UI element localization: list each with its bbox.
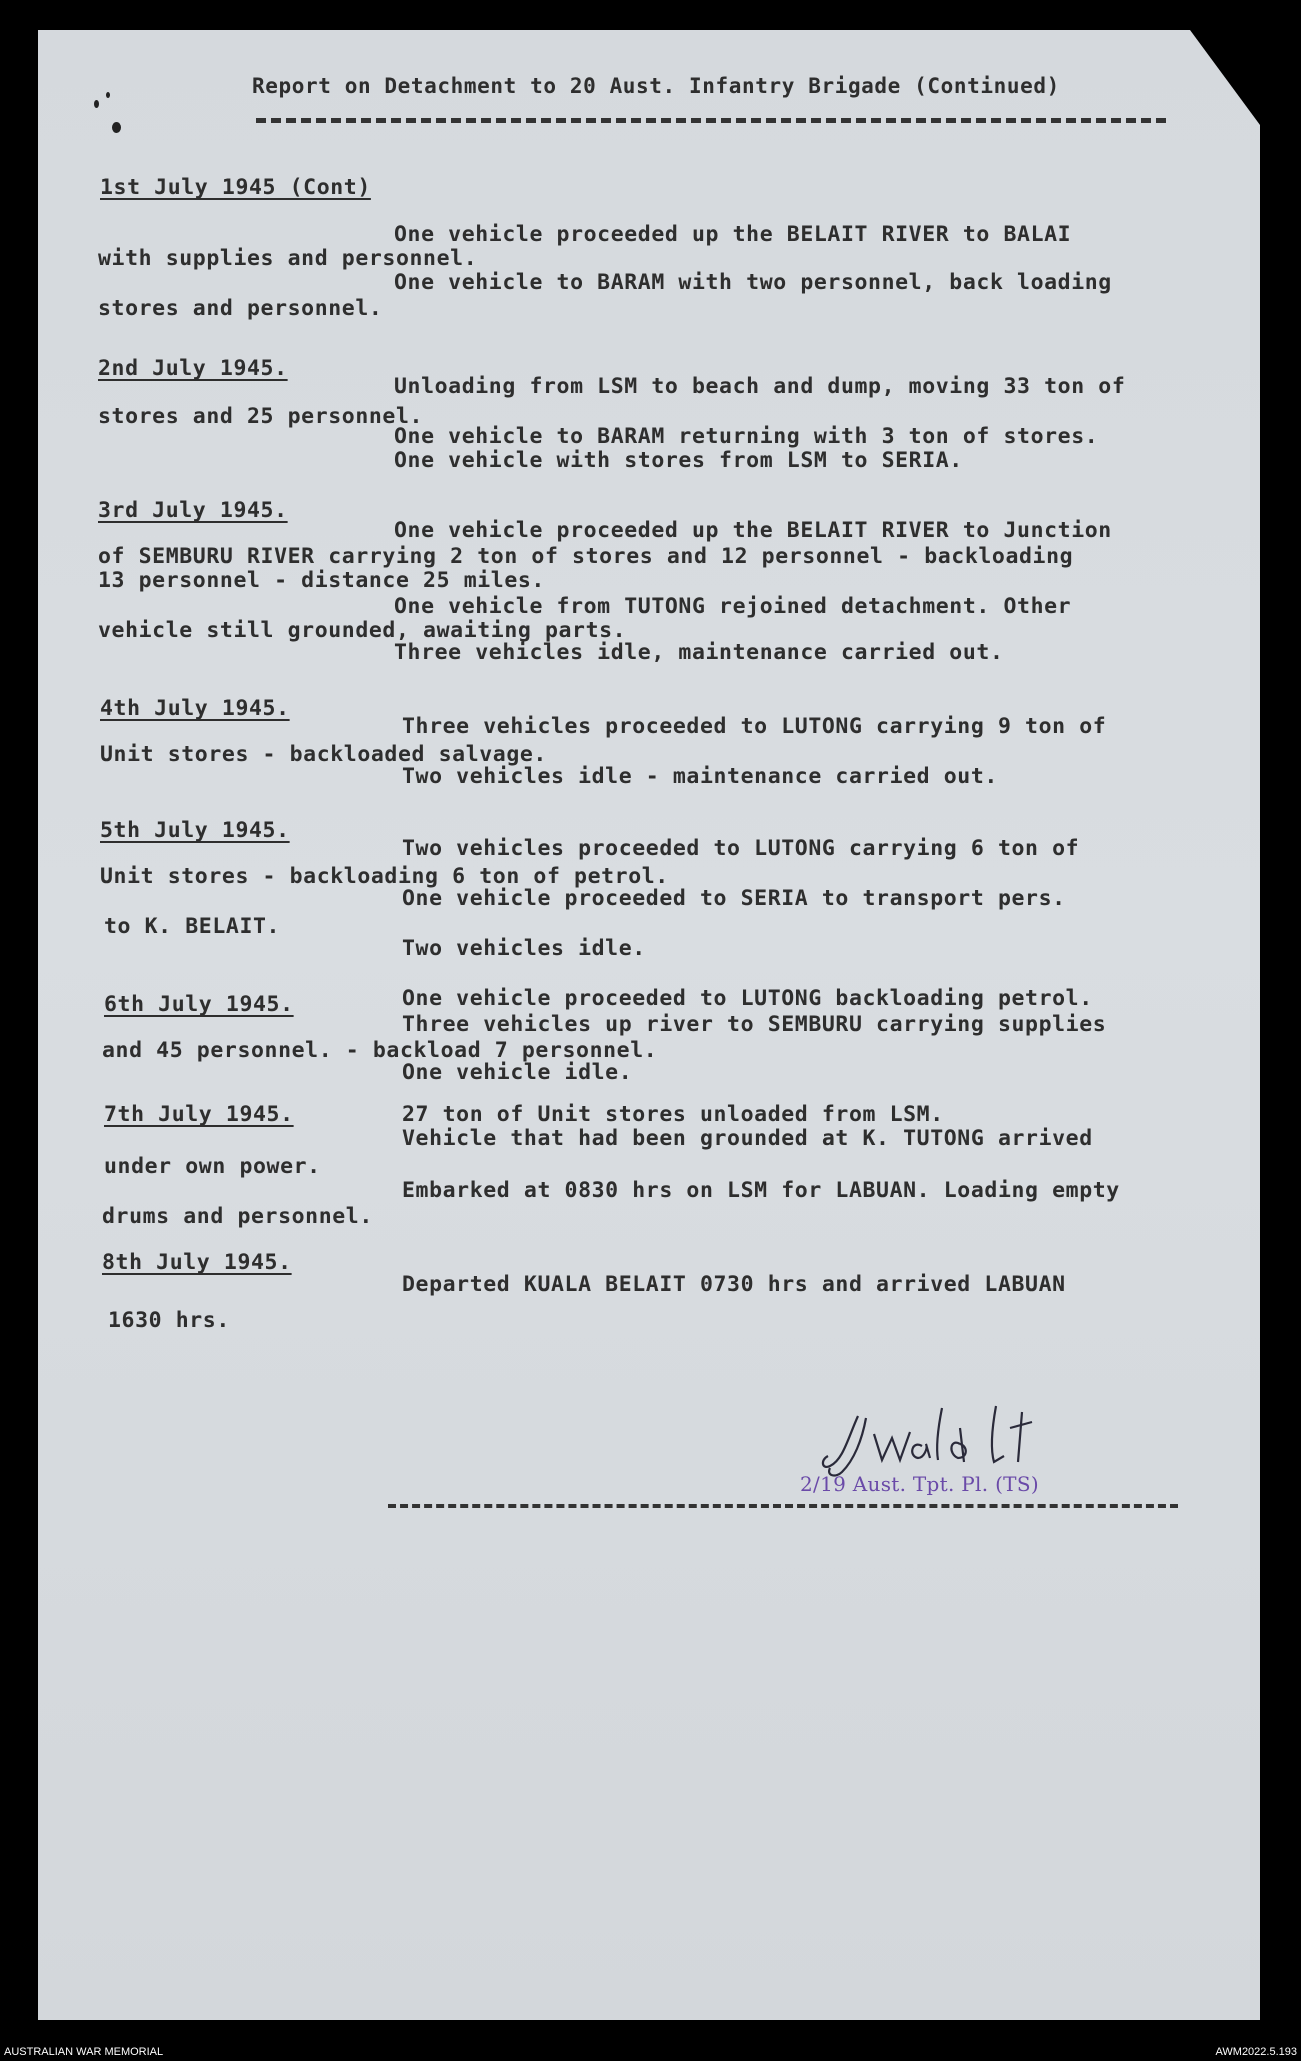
entry-line: Three vehicles idle, maintenance carried out. [394,640,1004,665]
entry-line: One vehicle from TUTONG rejoined detachment. Other [394,594,1072,619]
entry-line: stores and personnel. [98,296,383,321]
ink-mark [106,92,110,98]
entry-line: Two vehicles idle. [402,936,646,961]
entry-date: 6th July 1945. [104,992,294,1017]
footer-reference: AWM2022.5.193 [1215,2046,1297,2058]
entry-line: and 45 personnel. - backload 7 personnel. [102,1038,658,1063]
entry-date: 7th July 1945. [104,1102,294,1127]
footer-rule [388,1504,1178,1508]
entry-line: One vehicle to BARAM returning with 3 ton of stores. [394,424,1099,449]
entry-line: Unloading from LSM to beach and dump, moving 33 ton of [394,374,1126,399]
entry-line: vehicle still grounded, awaiting parts. [98,618,627,643]
entry-line: Unit stores - backloaded salvage. [100,742,547,767]
unit-stamp: 2/19 Aust. Tpt. Pl. (TS) [800,1472,1039,1496]
entry-line: Three vehicles proceeded to LUTONG carrying 9 ton of [402,714,1107,739]
entry-date: 5th July 1945. [100,818,290,843]
entry-line: One vehicle proceeded to LUTONG backloading petrol. [402,986,1093,1011]
entry-line: Three vehicles up river to SEMBURU carrying supplies [402,1012,1107,1037]
entry-line: under own power. [104,1154,321,1179]
torn-corner [1190,30,1260,125]
entry-line: Two vehicles idle - maintenance carried out. [402,764,998,789]
header-rule [256,118,1166,123]
entry-line: Embarked at 0830 hrs on LSM for LABUAN. Loading empty [402,1178,1120,1203]
entry-date: 8th July 1945. [102,1250,292,1275]
entry-line: drums and personnel. [102,1204,373,1229]
typed-report-page [38,30,1260,2020]
entry-line: 13 personnel - distance 25 miles. [98,568,545,593]
entry-date: 1st July 1945 (Cont) [100,175,371,200]
entry-line: Unit stores - backloading 6 ton of petrol. [100,864,669,889]
entry-line: One vehicle proceeded to SERIA to transport pers. [402,886,1066,911]
entry-line: Departed KUALA BELAIT 0730 hrs and arrived LABUAN [402,1272,1066,1297]
report-header: Report on Detachment to 20 Aust. Infantry Brigade (Continued) [252,74,1060,98]
entry-date: 4th July 1945. [100,696,290,721]
entry-line: with supplies and personnel. [98,246,478,271]
entry-line: One vehicle proceeded up the BELAIT RIVER to BALAI [394,222,1072,247]
ink-mark [94,100,99,108]
entry-line: 1630 hrs. [108,1308,230,1333]
entry-line: One vehicle idle. [402,1060,633,1085]
entry-date: 2nd July 1945. [98,356,288,381]
entry-date: 3rd July 1945. [98,498,288,523]
entry-line: Two vehicles proceeded to LUTONG carrying 6 ton of [402,836,1080,861]
entry-line: One vehicle proceeded up the BELAIT RIVER to Junction [394,518,1112,543]
ink-mark [112,122,121,133]
entry-line: 27 ton of Unit stores unloaded from LSM. [402,1102,944,1127]
entry-line: One vehicle with stores from LSM to SERIA. [394,448,963,473]
entry-line: Vehicle that had been grounded at K. TUTONG arrived [402,1126,1093,1151]
entry-line: of SEMBURU RIVER carrying 2 ton of stores and 12 personnel - backloading [98,544,1074,569]
entry-line: One vehicle to BARAM with two personnel, back loading [394,270,1112,295]
entry-line: stores and 25 personnel. [98,404,424,429]
footer-credit: AUSTRALIAN WAR MEMORIAL [4,2046,164,2058]
entry-line: to K. BELAIT. [104,914,281,939]
